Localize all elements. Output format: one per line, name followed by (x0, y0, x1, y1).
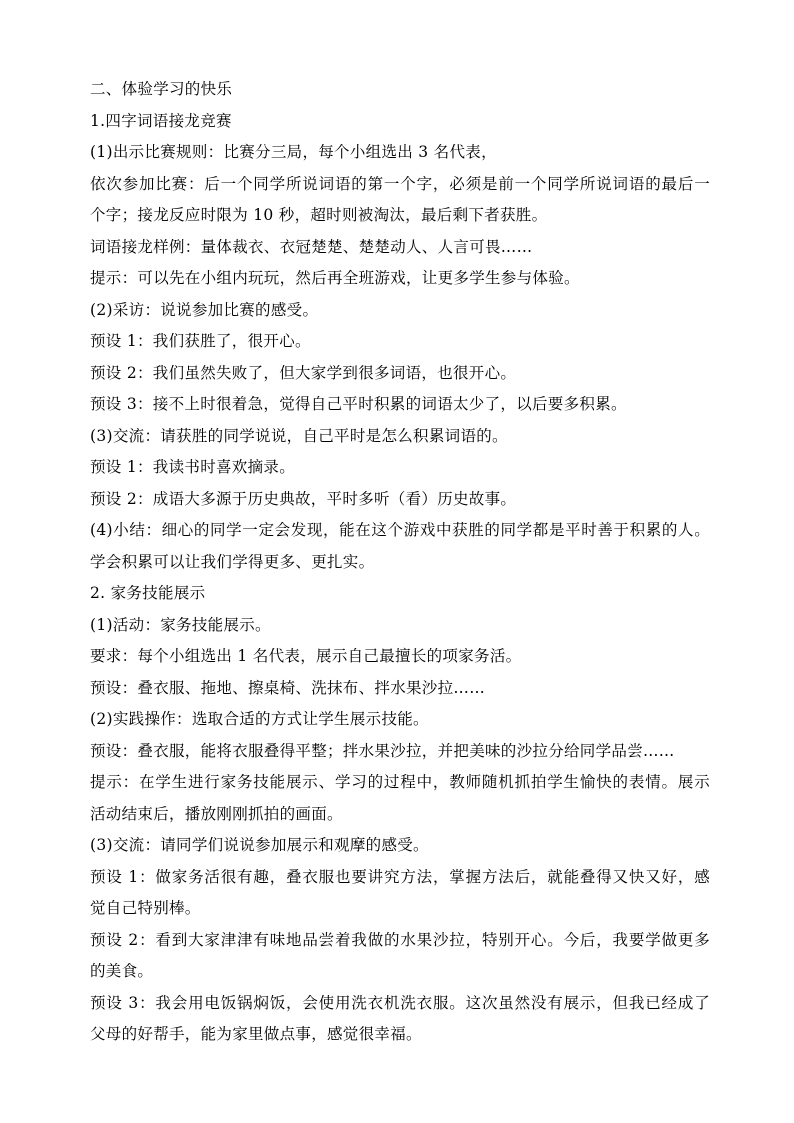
paragraph-line: 预设：叠衣服、拖地、擦桌椅、洗抹布、拌水果沙拉…… (90, 678, 486, 697)
paragraph-line: (3)交流：请同学们说说参加展示和观摩的感受。 (90, 836, 429, 854)
paragraph-line: 预设 3：我会用电饭锅焖饭，会使用洗衣机洗衣服。这次虽然没有展示，但我已经成了 (90, 993, 710, 1012)
paragraph-line: 预设 2：看到大家津津有味地品尝着我做的水果沙拉，特别开心。今后，我要学做更多 (90, 930, 710, 949)
paragraph-line: 父母的好帮手，能为家里做点事，感觉很幸福。 (90, 1025, 422, 1043)
paragraph-line: 个字；接龙反应时限为 10 秒，超时则被淘汰，最后剩下者获胜。 (90, 206, 548, 224)
paragraph-line: 预设 1：做家务活很有趣，叠衣服也要讲究方法，掌握方法后，就能叠得又快又好，感 (90, 867, 710, 886)
paragraph-line: (2)实践操作：选取合适的方式让学生展示技能。 (90, 710, 429, 728)
paragraph-line: 预设 1：我们获胜了，很开心。 (90, 332, 311, 350)
paragraph-line: (1)出示比赛规则：比赛分三局，每个小组选出 3 名代表， (90, 143, 497, 161)
paragraph-line: 词语接龙样例：量体裁衣、衣冠楚楚、楚楚动人、人言可畏…… (90, 237, 533, 256)
paragraph-line: (2)采访：说说参加比赛的感受。 (90, 300, 319, 319)
paragraph-line: 预设 1：我读书时喜欢摘录。 (90, 458, 295, 476)
subsection-heading: 2. 家务技能展示 (90, 584, 206, 602)
paragraph-line: 预设 2：成语大多源于历史典故，平时多听（看）历史故事。 (90, 489, 517, 508)
subsection-heading: 1.四字词语接龙竞赛 (90, 111, 232, 130)
paragraph-line: (4)小结：细心的同学一定会发现，能在这个游戏中获胜的同学都是平时善于积累的人。 (90, 521, 710, 539)
paragraph-line: 活动结束后，播放刚刚抓拍的画面。 (90, 804, 343, 823)
paragraph-line: 要求：每个小组选出 1 名代表，展示自己最擅长的项家务活。 (90, 647, 522, 665)
paragraph-line: 依次参加比赛：后一个同学所说词语的第一个字，必须是前一个同学所说词语的最后一 (90, 174, 710, 193)
paragraph-line: 预设：叠衣服，能将衣服叠得平整；拌水果沙拉，并把美味的沙拉分给同学品尝…… (90, 741, 675, 760)
paragraph-line: 的美食。 (90, 962, 154, 980)
paragraph-line: 提示：在学生进行家务技能展示、学习的过程中，教师随机抓拍学生愉快的表情。展示 (90, 773, 710, 791)
document-page (90, 74, 710, 1051)
paragraph-line: (3)交流：请获胜的同学说说，自己平时是怎么积累词语的。 (90, 426, 508, 445)
paragraph-line: 提示：可以先在小组内玩玩，然后再全班游戏，让更多学生参与体验。 (90, 269, 580, 287)
paragraph-line: 觉自己特别棒。 (90, 899, 201, 917)
paragraph-line: 预设 2：我们虽然失败了，但大家学到很多词语，也很开心。 (90, 363, 517, 382)
section-heading: 二、体验学习的快乐 (90, 80, 233, 98)
paragraph-line: 学会积累可以让我们学得更多、更扎实。 (90, 552, 375, 571)
paragraph-line: (1)活动：家务技能展示。 (90, 615, 271, 634)
paragraph-line: 预设 3：接不上时很着急，觉得自己平时积累的词语太少了，以后要多积累。 (90, 395, 627, 413)
